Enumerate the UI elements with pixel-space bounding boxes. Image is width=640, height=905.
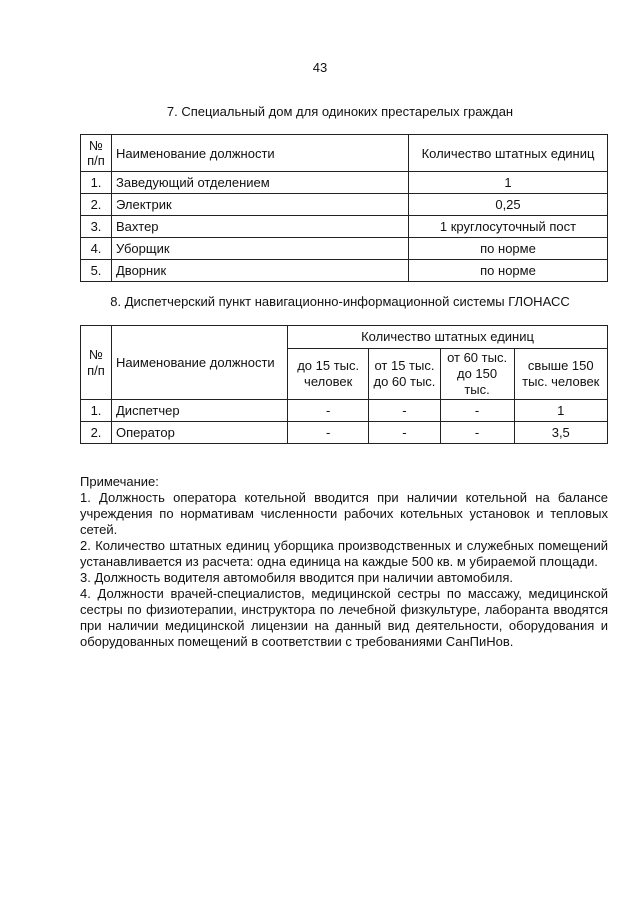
table-row [81,238,608,260]
section-8-title: 8. Диспетчерский пункт навигационно-информационной системы ГЛОНАСС [110,294,570,309]
note-item: 4. Должности врачей-специалистов, медицинской сестры по массажу, медицинской сестры по физиотерапии, инструктора по лечебной физкультуре, лаборанта вводятся при наличии медицинской лицензии на данный вид деятельности, оборудования и оборудованных помещений в соответствии с требованиями СанПиНов. [80,586,608,649]
row-position: Диспетчер [112,400,288,422]
row-number: 1. [81,172,112,194]
row-quantity: 1 круглосуточный пост [409,216,608,238]
note-item: 1. Должность оператора котельной вводится при наличии котельной на балансе учреждения по нормативам численности рабочих котельных установок и тепловых сетей. [80,490,608,537]
row-value: - [288,422,369,444]
row-position: Дворник [112,260,409,282]
table-row [81,216,608,238]
row-value: - [288,400,369,422]
row-quantity: по норме [409,238,608,260]
header-col-15k-60k: от 15 тыс. до 60 тыс. [369,349,440,400]
row-number: 5. [81,260,112,282]
page-number: 43 [312,60,328,75]
row-value: 1 [514,400,607,422]
staff-table-glonass [80,325,608,444]
row-value: - [440,422,514,444]
header-quantity: Количество штатных единиц [409,135,608,172]
row-position: Электрик [112,194,409,216]
row-position: Заведующий отделением [112,172,409,194]
table-row [81,172,608,194]
row-number: 1. [81,400,112,422]
notes-block [80,474,608,650]
header-number: № п/п [81,326,112,400]
header-col-60k-150k: от 60 тыс. до 150 тыс. [440,349,514,400]
row-number: 3. [81,216,112,238]
table-row [81,422,608,444]
row-quantity: 0,25 [409,194,608,216]
table-row [81,260,608,282]
notes-heading: Примечание: [80,474,159,489]
row-value: - [440,400,514,422]
header-quantity-group: Количество штатных единиц [288,326,608,349]
row-number: 4. [81,238,112,260]
row-value: - [369,400,440,422]
row-quantity: 1 [409,172,608,194]
header-col-over-150k: свыше 150 тыс. человек [514,349,607,400]
row-position: Вахтер [112,216,409,238]
header-position: Наименование должности [112,326,288,400]
row-value: - [369,422,440,444]
row-position: Оператор [112,422,288,444]
staff-table-special-home [80,134,608,282]
table-header-row [81,326,608,349]
header-col-up-to-15k: до 15 тыс. человек [288,349,369,400]
header-number: № п/п [81,135,112,172]
note-item: 2. Количество штатных единиц уборщика производственных и служебных помещений устанавливается из расчета: одна единица на каждые 500 кв. м убираемой площади. [80,538,608,569]
table-header-row [81,135,608,172]
row-number: 2. [81,194,112,216]
section-7-title: 7. Специальный дом для одиноких престарелых граждан [166,104,514,119]
row-value: 3,5 [514,422,607,444]
row-number: 2. [81,422,112,444]
row-position: Уборщик [112,238,409,260]
row-quantity: по норме [409,260,608,282]
table-row [81,194,608,216]
note-item: 3. Должность водителя автомобиля вводится при наличии автомобиля. [80,570,513,585]
table-row [81,400,608,422]
header-position: Наименование должности [112,135,409,172]
